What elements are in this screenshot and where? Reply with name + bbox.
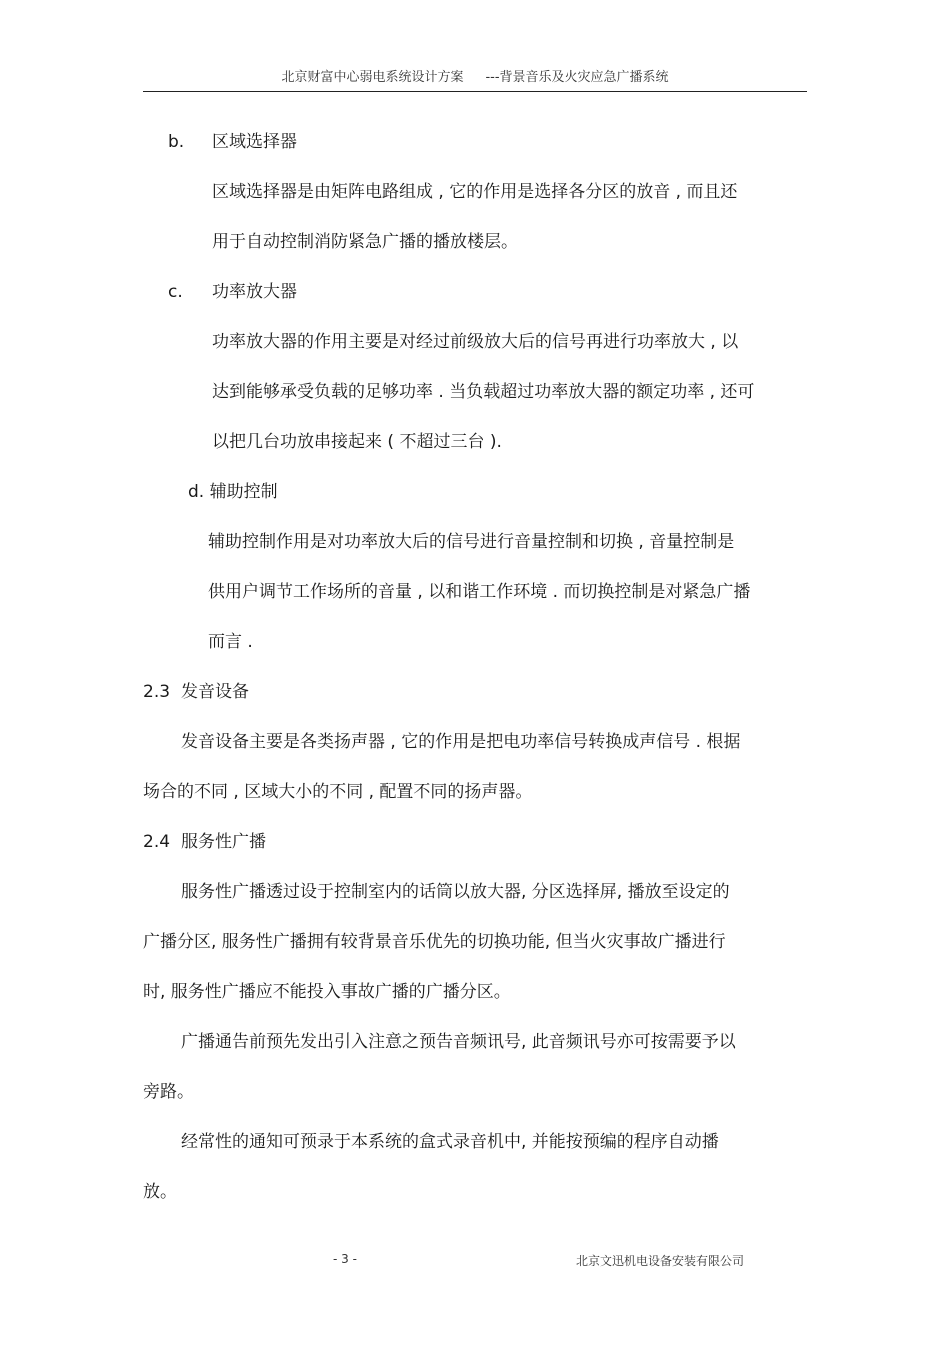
running-header bbox=[0, 66, 950, 85]
item-c-line-2: 达到能够承受负载的足够功率 . 当负载超过功率放大器的额定功率 , 还可 bbox=[212, 382, 755, 402]
section-2-4-p1-line-3: 时, 服务性广播应不能投入事故广播的广播分区。 bbox=[143, 982, 511, 1002]
section-2-4-p2-line-1: 广播通告前预先发出引入注意之预告音频讯号, 此音频讯号亦可按需要予以 bbox=[181, 1032, 736, 1052]
item-c-heading bbox=[168, 282, 297, 302]
section-2-3-line-1: 发音设备主要是各类扬声器 , 它的作用是把电功率信号转换成声信号 . 根据 bbox=[181, 732, 741, 752]
item-b-line-2: 用于自动控制消防紧急广播的播放楼层。 bbox=[212, 232, 518, 252]
header-rule bbox=[143, 91, 807, 92]
section-2-4-number: 2.4 bbox=[143, 832, 171, 852]
footer-company: 北京文迅机电设备安装有限公司 bbox=[576, 1254, 745, 1268]
item-c-line-3: 以把几台功放串接起来 ( 不超过三台 ). bbox=[212, 432, 502, 452]
item-c-label: c. bbox=[168, 282, 183, 302]
item-b-line-1: 区域选择器是由矩阵电路组成 , 它的作用是选择各分区的放音 , 而且还 bbox=[212, 182, 738, 202]
item-b-heading bbox=[168, 132, 297, 152]
section-2-4-p1-line-1: 服务性广播透过设于控制室内的话筒以放大器, 分区选择屏, 播放至设定的 bbox=[181, 882, 730, 902]
section-2-4-p1-line-2: 广播分区, 服务性广播拥有较背景音乐优先的切换功能, 但当火灾事故广播进行 bbox=[143, 932, 726, 952]
section-2-3-title: 发音设备 bbox=[181, 682, 249, 702]
section-2-4-p3-line-2: 放。 bbox=[143, 1182, 177, 1202]
item-b-title: 区域选择器 bbox=[212, 132, 297, 152]
section-2-4-p3-line-1: 经常性的通知可预录于本系统的盒式录音机中, 并能按预编的程序自动播 bbox=[181, 1132, 719, 1152]
item-c-line-1: 功率放大器的作用主要是对经过前级放大后的信号再进行功率放大 , 以 bbox=[212, 332, 739, 352]
header-title-left: 北京财富中心弱电系统设计方案 bbox=[281, 70, 464, 85]
section-2-4-p2-line-2: 旁路。 bbox=[143, 1082, 194, 1102]
section-2-3-line-2: 场合的不同 , 区域大小的不同 , 配置不同的扬声器。 bbox=[143, 782, 533, 802]
section-2-3-number: 2.3 bbox=[143, 682, 171, 702]
item-d-line-2: 供用户调节工作场所的音量 , 以和谐工作环境 . 而切换控制是对紧急广播 bbox=[208, 582, 751, 602]
item-d-line-1: 辅助控制作用是对功率放大后的信号进行音量控制和切换 , 音量控制是 bbox=[208, 532, 735, 552]
item-c-title: 功率放大器 bbox=[212, 282, 297, 302]
section-2-4-title: 服务性广播 bbox=[181, 832, 266, 852]
page-number: - 3 - bbox=[333, 1252, 357, 1266]
section-2-3-heading bbox=[143, 682, 249, 702]
item-d-heading: d. 辅助控制 bbox=[188, 482, 278, 502]
section-2-4-heading bbox=[143, 832, 266, 852]
header-title-right: ---背景音乐及火灾应急广播系统 bbox=[485, 70, 669, 85]
item-b-label: b. bbox=[168, 132, 185, 152]
item-d-line-3: 而言 . bbox=[208, 632, 253, 652]
